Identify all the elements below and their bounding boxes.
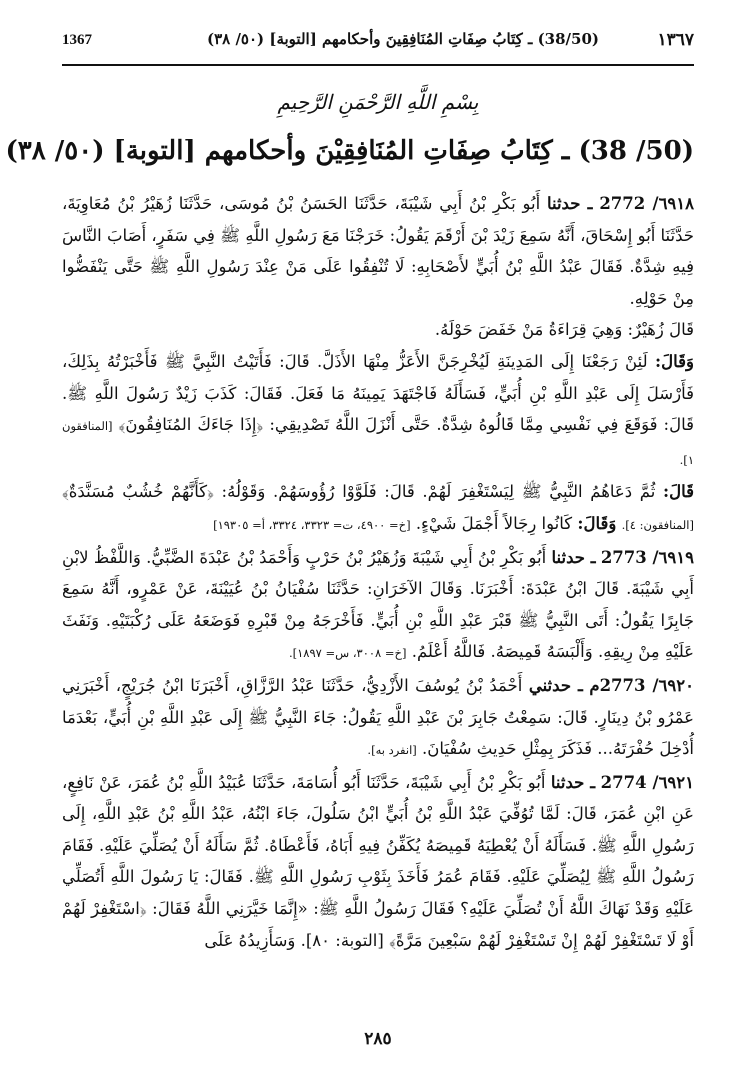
reference-note: [خ= ٣٠٠٨، س= ١٨٩٧]. [288,646,407,661]
hadith-paragraph [62,542,694,670]
page-footer-number: ٢٨٥ [364,1029,392,1049]
hadith-number: ٦٩١٩/ 2773 [600,547,694,567]
narration-keyword: ـ حدثنا [551,547,596,567]
narration-keyword: وَقَالَ: [655,351,694,371]
document-page [5,24,695,1054]
hadith-body: أَبُو بَكْرِ بْنُ أَبِي شَيْبَةَ، حَدَّثَنَا أَبُو أُسَامَةَ، حَدَّثَنَا عُبَيْدُ اللَّهِ بْنُ عُمَرَ، عَنْ نَافِعٍ، عَنِ ابْنِ عُمَرَ، قَالَ: لَمَّا تُوُفِّيَ عَبْدُ اللَّهِ بْنُ أُبَيٍّ ابْنُ سَلُولَ، جَاءَ ابْنُهُ، عَبْدُ اللَّهِ بْنُ عَبْدِ اللَّهِ، إِلَى رَسُولِ اللَّهِ ﷺ. فَسَأَلَهُ أَنْ يُعْطِيَهُ قَمِيصَهُ يُكَفِّنُ فِيهِ أَبَاهُ، فَأَعْطَاهُ. ثُمَّ سَأَلَهُ أَنْ يُصَلِّيَ عَلَيْهِ. فَقَامَ رَسُولُ اللَّهِ ﷺ لِيُصَلِّيَ عَلَيْهِ. فَقَامَ عُمَرُ فَأَخَذَ بِثَوْبِ رَسُولِ اللَّهِ ﷺ. فَقَالَ: يَا رَسُولَ اللَّهِ أَتُصَلِّي عَلَيْهِ وَقَدْ نَهَاكَ اللَّهُ أَنْ تُصَلِّيَ عَلَيْهِ؟ فَقَالَ رَسُولُ اللَّهِ ﷺ: «إِنَّمَا خَيَّرَنِي اللَّهُ فَقَالَ: ﴿اسْتَغْفِرْ لَهُمْ أَوْ لَا تَسْتَغْفِرْ لَهُمْ إِنْ تَسْتَغْفِرْ لَهُمْ سَبْعِينَ مَرَّةً﴾ [التوبة: ٨٠]. وَسَأَزِيدُهُ عَلَى [62,772,694,950]
hadith-number: ٦٩٢١/ 2774 [600,772,695,792]
hadith-body: أَحْمَدُ بْنُ يُوسُفَ الأَزْدِيُّ، حَدَّثَنَا عَبْدُ الرَّزَّاقِ، أَخْبَرَنَا ابْنُ جُرَيْجٍ، أَخْبَرَنِي عَمْرُو بْنُ دِينَارٍ. قَالَ: سَمِعْتُ جَابِرَ بْنَ عَبْدِ اللَّهِ يَقُولُ: جَاءَ النَّبِيُّ ﷺ إِلَى عَبْدِ اللَّهِ بْنِ أُبَيٍّ، بَعْدَمَا أُدْخِلَ حُفْرَتَهُ... فَذَكَرَ بِمِثْلِ حَدِيثِ سُفْيَانَ. [62,675,694,759]
reference-note: [المنافقون: ٤]. [621,517,694,532]
hadith-paragraph [62,346,694,476]
hadith-text [62,188,694,956]
narration-keyword: وَقَالَ: [577,513,617,533]
page-number-arabic: ١٣٦٧ [657,30,694,50]
narration-keyword: ـ حدثنا [550,772,596,792]
narration-keyword: ـ حدثنا [546,194,593,213]
running-header [62,24,694,66]
hadith-body: قَالَ زُهَيْرٌ: وَهِيَ قِرَاءَةُ مَنْ خَفَضَ حَوْلَهُ. [434,320,694,340]
hadith-body: لَئِنْ رَجَعْنَا إِلَى المَدِينَةِ لَيُخْرِجَنَّ الأَعَزُّ مِنْهَا الأَذَلَّ. قَالَ: فَأَتَيْتُ النَّبِيَّ ﷺ فَأَخْبَرْتُهُ بِذَلِكَ، فَأَرْسَلَ إِلَى عَبْدِ اللَّهِ بْنِ أُبَيٍّ، فَسَأَلَهُ فَاجْتَهَدَ يَمِينَهُ مَا فَعَلَ. فَقَالَ: كَذَبَ زَيْدٌ رَسُولَ اللَّهِ ﷺ. قَالَ: فَوَقَعَ فِي نَفْسِي مِمَّا قَالُوهُ شِدَّةٌ. حَتَّى أَنْزَلَ اللَّهُ تَصْدِيقِي: ﴿إِذَا جَاءَكَ المُنَافِقُونَ﴾ [62,351,694,435]
hadith-body: أَبُو بَكْرِ بْنُ أَبِي شَيْبَةَ وَزُهَيْرُ بْنُ حَرْبٍ وَأَحْمَدُ بْنُ عَبْدَةَ الضَّبِّيُّ. وَاللَّفْظُ لابْنِ أَبِي شَيْبَةَ. قَالَ ابْنُ عَبْدَةَ: أَخْبَرَنَا. وَقَالَ الآخَرَانِ: حَدَّثَنَا سُفْيَانُ بْنُ عُيَيْنَةَ، عَنْ عَمْرٍو، أَنَّهُ سَمِعَ جَابِرًا يَقُولُ: أَتَى النَّبِيُّ ﷺ قَبْرَ عَبْدِ اللَّهِ بْنِ أُبَيٍّ. فَأَخْرَجَهُ مِنْ قَبْرِهِ فَوَضَعَهُ عَلَى رُكْبَتَيْهِ. وَنَفَثَ عَلَيْهِ مِنْ رِيقِهِ. وَأَلْبَسَهُ قَمِيصَهُ. فَاللَّهُ أَعْلَمُ. [62,547,694,662]
reference-note: [انفرد به]. [367,743,417,758]
narration-keyword: ـ حدثني [528,675,583,695]
hadith-number: ٦٩٢٠/ 2773م [589,675,694,695]
reference-note: [المنافقون ١]. [62,419,694,467]
chapter-title: (50/ 38) ـ كِتَابُ صِفَاتِ المُنَافِقِيْنَ وأحكامهم [التوبة] (٥٠/ ٣٨) [5,136,694,166]
reference-note: [خ= ٤٩٠٠، ت= ٣٣٢٣، ٣٣٢٤، أ= ١٩٣٠٥] [213,517,411,532]
hadith-paragraph [62,476,694,541]
basmala: بِسْمِ اللَّهِ الرَّحْمَنِ الرَّحِيمِ [277,90,479,114]
hadith-paragraph [62,670,694,767]
hadith-body: ثُمَّ دَعَاهُمُ النَّبِيُّ ﷺ لِيَسْتَغْفِرَ لَهُمْ. قَالَ: فَلَوَّوْا رُؤُوسَهُمْ. وَقَوْلُهُ: ﴿كَأَنَّهُمْ خُشُبٌ مُسَنَّدَةٌ﴾ [62,482,656,502]
hadith-paragraph [62,314,694,346]
running-title: (38/50) ـ كِتَابُ صِفَاتِ المُنَافِقِينَ وأحكامهم [التوبة] (٥٠/ ٣٨) [206,30,600,48]
narration-keyword: قَالَ: [663,482,694,502]
hadith-body: كَانُوا رِجَالاً أَجْمَلَ شَيْءٍ. [415,513,573,533]
hadith-paragraph [62,767,694,957]
hadith-paragraph [62,188,694,314]
hadith-number: ٦٩١٨/ 2772 [599,194,695,213]
page-number-latin: 1367 [62,32,92,48]
hadith-body: أَبُو بَكْرِ بْنُ أَبِي شَيْبَةَ، حَدَّثَنَا الحَسَنُ بْنُ مُوسَى، حَدَّثَنَا زُهَيْرُ بْنُ مُعَاوِيَةَ، حَدَّثَنَا أَبُو إِسْحَاقَ، أَنَّهُ سَمِعَ زَيْدَ بْنَ أَرْقَمَ يَقُولُ: خَرَجْنَا مَعَ رَسُولِ اللَّهِ ﷺ فِي سَفَرٍ، أَصَابَ النَّاسَ فِيهِ شِدَّةٌ. فَقَالَ عَبْدُ اللَّهِ بْنُ أُبَيٍّ لأَصْحَابِهِ: لَا تُنْفِقُوا عَلَى مَنْ عِنْدَ رَسُولِ اللَّهِ ﷺ حَتَّى يَنْفَضُّوا مِنْ حَوْلِهِ. [62,194,694,308]
